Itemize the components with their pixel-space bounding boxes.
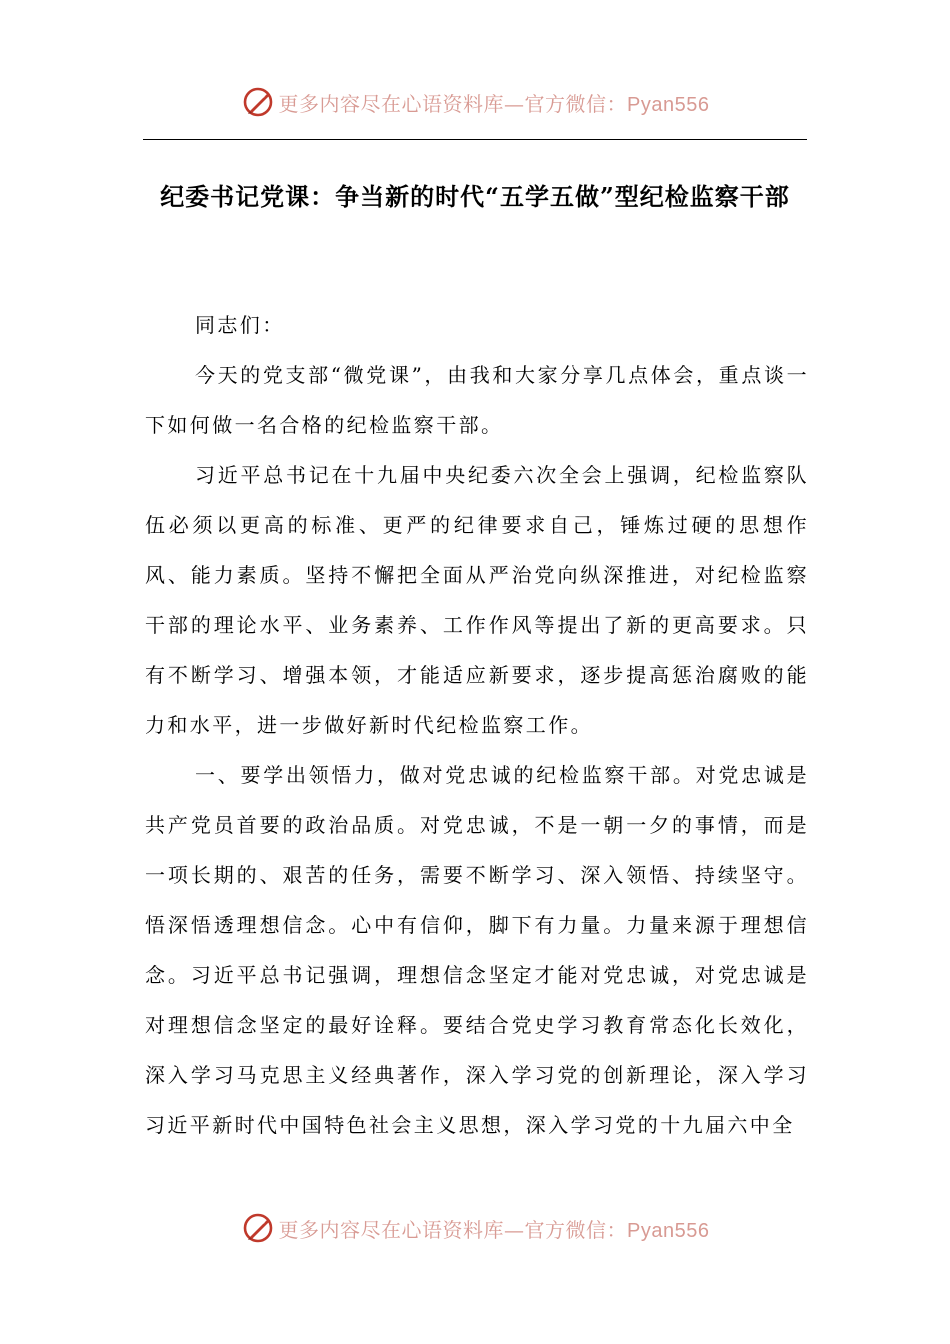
header-watermark [0, 82, 950, 122]
document-body [145, 300, 809, 1150]
pen-circle-logo-icon [241, 1211, 275, 1245]
pen-circle-logo-icon [241, 85, 275, 119]
paragraph: 今天的党支部“微党课”，由我和大家分享几点体会，重点谈一下如何做一名合格的纪检监察干部。 [145, 363, 809, 437]
paragraph: 习近平总书记在十九届中央纪委六次全会上强调，纪检监察队伍必须以更高的标准、更严的纪律要求自己，锤炼过硬的思想作风、能力素质。坚持不懈把全面从严治党向纵深推进，对纪检监察干部的理论水平、业务素养、工作作风等提出了新的更高要求。只有不断学习、增强本领，才能适应新要求，逐步提高惩治腐败的能力和水平，进一步做好新时代纪检监察工作。 [145, 463, 809, 737]
paragraph: 一、要学出领悟力，做对党忠诚的纪检监察干部。对党忠诚是共产党员首要的政治品质。对党忠诚，不是一朝一夕的事情，而是一项长期的、艰苦的任务，需要不断学习、深入领悟、持续坚守。悟深悟透理想信念。心中有信仰，脚下有力量。力量来源于理想信念。习近平总书记强调，理想信念坚定才能对党忠诚，对党忠诚是对理想信念坚定的最好诠释。要结合党史学习教育常态化长效化，深入学习马克思主义经典著作，深入学习党的创新理论，深入学习习近平新时代中国特色社会主义思想，深入学习党的十九届六中全 [145, 763, 809, 1137]
header-divider [143, 139, 807, 140]
footer-watermark [0, 1208, 950, 1248]
footer-watermark-text: 更多内容尽在心语资料库—官方微信：Pyan556 [278, 1217, 710, 1242]
page-title: 纪委书记党课：争当新的时代“五学五做”型纪检监察干部 [160, 182, 790, 211]
header-watermark-text: 更多内容尽在心语资料库—官方微信：Pyan556 [278, 91, 710, 116]
salutation: 同志们： [195, 313, 285, 337]
